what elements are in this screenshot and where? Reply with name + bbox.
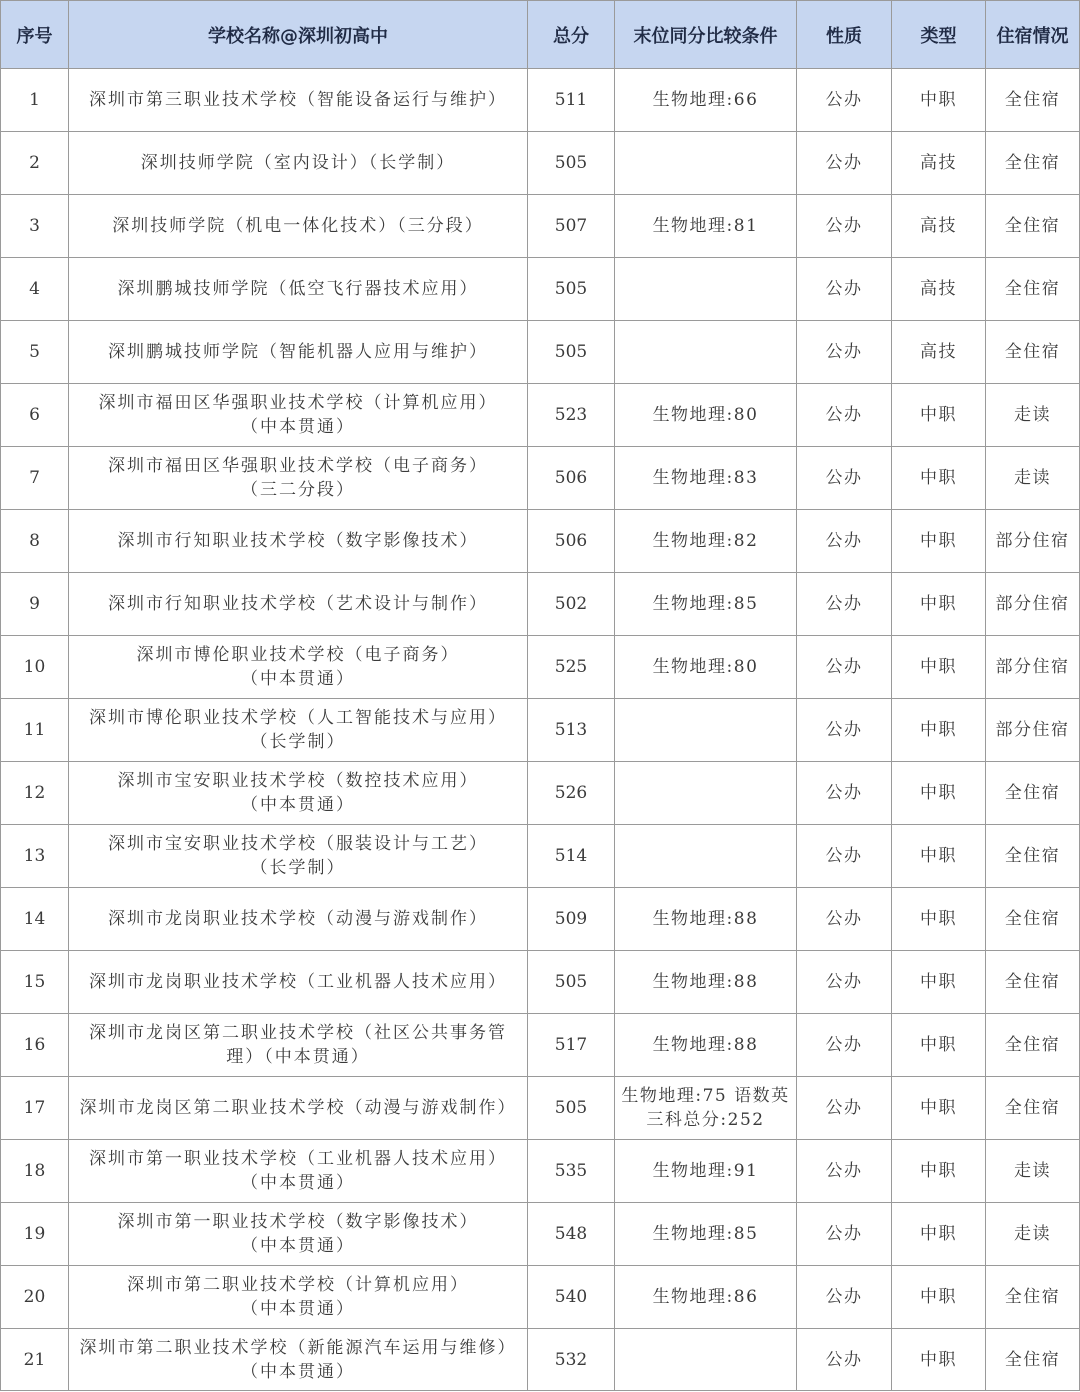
cell-tiebreak-condition: [615, 510, 797, 573]
school-name-line: 深圳市龙岗区第二职业技术学校（动漫与游戏制作）: [79, 1098, 517, 1118]
school-name-line: 深圳市博伦职业技术学校（电子商务）: [136, 645, 460, 665]
cell-nature: 公办: [797, 1329, 892, 1391]
cell-nature: 公办: [797, 258, 892, 321]
school-name-line: 深圳市福田区华强职业技术学校（计算机应用）: [98, 393, 498, 413]
cell-lodging: 全住宿: [986, 132, 1080, 195]
cell-type: 中职: [892, 699, 986, 762]
cell-lodging: 走读: [986, 1140, 1080, 1203]
cell-school-name: [69, 762, 528, 825]
cell-nature: 公办: [797, 195, 892, 258]
header-tiebreak-condition: 末位同分比较条件: [615, 1, 797, 69]
cell-lodging: 走读: [986, 384, 1080, 447]
cell-nature: 公办: [797, 447, 892, 510]
cell-school-name: [69, 1014, 528, 1077]
condition-line: 生物地理:80: [652, 657, 759, 677]
cell-school-name: [69, 951, 528, 1014]
cell-type: 中职: [892, 1014, 986, 1077]
cell-tiebreak-condition: [615, 888, 797, 951]
cell-total-score: 505: [528, 951, 615, 1014]
cell-lodging: 全住宿: [986, 195, 1080, 258]
cell-tiebreak-condition: [615, 1266, 797, 1329]
table-row: [1, 321, 1080, 384]
table-row: [1, 888, 1080, 951]
cell-total-score: 505: [528, 321, 615, 384]
condition-line: 生物地理:88: [652, 909, 759, 929]
cell-tiebreak-condition: [615, 1014, 797, 1077]
condition-line: 生物地理:83: [652, 468, 759, 488]
cell-type: 中职: [892, 1077, 986, 1140]
condition-line: 生物地理:80: [652, 405, 759, 425]
cell-index: 21: [1, 1329, 69, 1391]
cell-index: 11: [1, 699, 69, 762]
cell-nature: 公办: [797, 384, 892, 447]
cell-lodging: 部分住宿: [986, 510, 1080, 573]
cell-type: 中职: [892, 510, 986, 573]
condition-line: 生物地理:86: [652, 1287, 759, 1307]
table-row: [1, 1077, 1080, 1140]
condition-line: 生物地理:75 语数英: [621, 1086, 790, 1106]
cell-nature: 公办: [797, 1203, 892, 1266]
cell-lodging: 全住宿: [986, 1014, 1080, 1077]
cell-school-name: [69, 69, 528, 132]
cell-nature: 公办: [797, 132, 892, 195]
table-row: [1, 573, 1080, 636]
cell-school-name: [69, 510, 528, 573]
cell-lodging: 全住宿: [986, 951, 1080, 1014]
cell-total-score: 532: [528, 1329, 615, 1391]
table-row: [1, 510, 1080, 573]
header-total-score: 总分: [528, 1, 615, 69]
cell-total-score: 535: [528, 1140, 615, 1203]
cell-type: 高技: [892, 132, 986, 195]
cell-index: 1: [1, 69, 69, 132]
condition-line: 生物地理:81: [652, 216, 759, 236]
cell-index: 20: [1, 1266, 69, 1329]
cell-tiebreak-condition: [615, 699, 797, 762]
table-row: [1, 825, 1080, 888]
cell-index: 17: [1, 1077, 69, 1140]
cell-type: 中职: [892, 825, 986, 888]
cell-nature: 公办: [797, 321, 892, 384]
cell-total-score: 506: [528, 510, 615, 573]
cell-total-score: 509: [528, 888, 615, 951]
cell-nature: 公办: [797, 573, 892, 636]
cell-school-name: [69, 258, 528, 321]
cell-school-name: [69, 573, 528, 636]
cell-nature: 公办: [797, 888, 892, 951]
cell-index: 8: [1, 510, 69, 573]
school-name-line: 深圳市龙岗职业技术学校（动漫与游戏制作）: [108, 909, 488, 929]
table-row: [1, 132, 1080, 195]
table-row: [1, 195, 1080, 258]
cell-type: 中职: [892, 69, 986, 132]
cell-school-name: [69, 1077, 528, 1140]
cell-total-score: 513: [528, 699, 615, 762]
condition-line: 三科总分:252: [646, 1110, 765, 1130]
school-name-line: 深圳市行知职业技术学校（数字影像技术）: [117, 531, 479, 551]
school-name-line: （中本贯通）: [241, 417, 355, 437]
table-body: [1, 69, 1080, 1391]
table-row: [1, 447, 1080, 510]
cell-index: 19: [1, 1203, 69, 1266]
cell-tiebreak-condition: [615, 195, 797, 258]
cell-school-name: [69, 132, 528, 195]
cell-lodging: 全住宿: [986, 762, 1080, 825]
table-row: [1, 1266, 1080, 1329]
cell-index: 9: [1, 573, 69, 636]
cell-lodging: 走读: [986, 447, 1080, 510]
cell-nature: 公办: [797, 1266, 892, 1329]
school-name-line: （中本贯通）: [241, 1361, 355, 1382]
cell-index: 3: [1, 195, 69, 258]
school-name-line: 深圳市行知职业技术学校（艺术设计与制作）: [108, 594, 488, 614]
cell-school-name: [69, 321, 528, 384]
cell-index: 15: [1, 951, 69, 1014]
cell-school-name: [69, 1203, 528, 1266]
table-header-row: [1, 1, 1080, 69]
cell-index: 5: [1, 321, 69, 384]
cell-index: 14: [1, 888, 69, 951]
cell-total-score: 506: [528, 447, 615, 510]
table-row: [1, 699, 1080, 762]
school-name-line: 深圳鹏城技师学院（低空飞行器技术应用）: [117, 279, 479, 299]
cell-total-score: 507: [528, 195, 615, 258]
cell-type: 中职: [892, 1329, 986, 1391]
cell-tiebreak-condition: [615, 1329, 797, 1391]
cell-lodging: 全住宿: [986, 888, 1080, 951]
cell-type: 中职: [892, 447, 986, 510]
cell-type: 中职: [892, 1203, 986, 1266]
school-name-line: 深圳市第一职业技术学校（工业机器人技术应用）: [89, 1149, 507, 1169]
cell-tiebreak-condition: [615, 321, 797, 384]
cell-total-score: 505: [528, 132, 615, 195]
school-name-line: （中本贯通）: [241, 1236, 355, 1256]
cell-school-name: [69, 699, 528, 762]
school-name-line: 深圳市龙岗职业技术学校（工业机器人技术应用）: [89, 972, 507, 992]
table-row: [1, 636, 1080, 699]
table-row: [1, 1140, 1080, 1203]
condition-line: 生物地理:66: [652, 90, 759, 110]
school-name-line: 深圳技师学院（机电一体化技术）（三分段）: [112, 216, 484, 236]
cell-lodging: 全住宿: [986, 825, 1080, 888]
cell-total-score: 526: [528, 762, 615, 825]
cell-school-name: [69, 636, 528, 699]
cell-school-name: [69, 888, 528, 951]
cell-type: 高技: [892, 258, 986, 321]
school-name-line: 深圳市福田区华强职业技术学校（电子商务）: [108, 456, 488, 476]
cell-lodging: 全住宿: [986, 1329, 1080, 1391]
condition-line: 生物地理:85: [652, 1224, 759, 1244]
cell-nature: 公办: [797, 510, 892, 573]
cell-type: 中职: [892, 762, 986, 825]
cell-type: 中职: [892, 384, 986, 447]
header-index: 序号: [1, 1, 69, 69]
school-name-line: 深圳市宝安职业技术学校（数控技术应用）: [117, 771, 479, 791]
cell-lodging: 部分住宿: [986, 636, 1080, 699]
cell-tiebreak-condition: [615, 762, 797, 825]
cell-type: 中职: [892, 888, 986, 951]
school-name-line: 深圳市第一职业技术学校（数字影像技术）: [117, 1212, 479, 1232]
cell-school-name: [69, 1329, 528, 1391]
cell-tiebreak-condition: [615, 951, 797, 1014]
table-row: [1, 258, 1080, 321]
table-row: [1, 1203, 1080, 1266]
cell-school-name: [69, 1266, 528, 1329]
cell-tiebreak-condition: [615, 447, 797, 510]
school-name-line: 深圳市龙岗区第二职业技术学校（社区公共事务管: [89, 1023, 507, 1043]
header-school-name: 学校名称@深圳初高中: [69, 1, 528, 69]
cell-tiebreak-condition: [615, 636, 797, 699]
cell-total-score: 548: [528, 1203, 615, 1266]
cell-index: 18: [1, 1140, 69, 1203]
school-name-line: （中本贯通）: [241, 1173, 355, 1193]
cell-index: 6: [1, 384, 69, 447]
cell-tiebreak-condition: [615, 69, 797, 132]
cell-lodging: 部分住宿: [986, 573, 1080, 636]
cell-index: 13: [1, 825, 69, 888]
cell-nature: 公办: [797, 69, 892, 132]
cell-tiebreak-condition: [615, 1140, 797, 1203]
cell-lodging: 全住宿: [986, 1266, 1080, 1329]
cell-lodging: 全住宿: [986, 321, 1080, 384]
condition-line: 生物地理:82: [652, 531, 759, 551]
cell-total-score: 523: [528, 384, 615, 447]
cell-total-score: 514: [528, 825, 615, 888]
school-name-line: 深圳市第三职业技术学校（智能设备运行与维护）: [89, 90, 507, 110]
cell-nature: 公办: [797, 951, 892, 1014]
cell-nature: 公办: [797, 636, 892, 699]
cell-total-score: 502: [528, 573, 615, 636]
table-row: [1, 384, 1080, 447]
school-name-line: （长学制）: [250, 858, 346, 878]
cell-nature: 公办: [797, 1077, 892, 1140]
cell-index: 2: [1, 132, 69, 195]
cell-school-name: [69, 195, 528, 258]
school-name-line: 理）（中本贯通）: [226, 1047, 370, 1067]
cell-type: 中职: [892, 573, 986, 636]
cell-type: 中职: [892, 951, 986, 1014]
school-name-line: （长学制）: [250, 732, 346, 752]
school-name-line: （中本贯通）: [241, 669, 355, 689]
school-name-line: 深圳技师学院（室内设计）（长学制）: [140, 153, 456, 173]
cell-type: 中职: [892, 636, 986, 699]
cell-index: 12: [1, 762, 69, 825]
cell-tiebreak-condition: [615, 1203, 797, 1266]
school-name-line: （中本贯通）: [241, 795, 355, 815]
cell-tiebreak-condition: [615, 573, 797, 636]
cell-tiebreak-condition: [615, 384, 797, 447]
cell-index: 16: [1, 1014, 69, 1077]
cell-tiebreak-condition: [615, 258, 797, 321]
condition-line: 生物地理:88: [652, 972, 759, 992]
cell-tiebreak-condition: [615, 1077, 797, 1140]
cell-type: 中职: [892, 1266, 986, 1329]
condition-line: 生物地理:85: [652, 594, 759, 614]
cell-nature: 公办: [797, 1014, 892, 1077]
cell-nature: 公办: [797, 699, 892, 762]
cell-school-name: [69, 384, 528, 447]
header-lodging: 住宿情况: [986, 1, 1080, 69]
cell-tiebreak-condition: [615, 132, 797, 195]
school-name-line: 深圳市博伦职业技术学校（人工智能技术与应用）: [89, 708, 507, 728]
cell-total-score: 505: [528, 258, 615, 321]
table-row: [1, 951, 1080, 1014]
cell-tiebreak-condition: [615, 825, 797, 888]
cell-type: 高技: [892, 195, 986, 258]
school-name-line: （三二分段）: [241, 480, 355, 500]
school-name-line: 深圳鹏城技师学院（智能机器人应用与维护）: [108, 342, 488, 362]
school-name-line: 深圳市宝安职业技术学校（服装设计与工艺）: [108, 834, 488, 854]
cell-lodging: 全住宿: [986, 258, 1080, 321]
table-row: [1, 69, 1080, 132]
cell-total-score: 525: [528, 636, 615, 699]
table-row: [1, 762, 1080, 825]
school-name-line: （中本贯通）: [241, 1299, 355, 1319]
header-nature: 性质: [797, 1, 892, 69]
cell-school-name: [69, 447, 528, 510]
cell-nature: 公办: [797, 825, 892, 888]
cell-nature: 公办: [797, 1140, 892, 1203]
cell-index: 7: [1, 447, 69, 510]
cell-index: 4: [1, 258, 69, 321]
cell-lodging: 走读: [986, 1203, 1080, 1266]
cell-school-name: [69, 1140, 528, 1203]
table-row: [1, 1014, 1080, 1077]
cell-total-score: 511: [528, 69, 615, 132]
cell-school-name: [69, 825, 528, 888]
school-name-line: 深圳市第二职业技术学校（新能源汽车运用与维修）: [79, 1337, 517, 1358]
cell-total-score: 540: [528, 1266, 615, 1329]
school-name-line: 深圳市第二职业技术学校（计算机应用）: [127, 1275, 469, 1295]
cell-total-score: 517: [528, 1014, 615, 1077]
table-row: [1, 1329, 1080, 1391]
cell-index: 10: [1, 636, 69, 699]
header-type: 类型: [892, 1, 986, 69]
cell-nature: 公办: [797, 762, 892, 825]
condition-line: 生物地理:91: [652, 1161, 759, 1181]
cell-lodging: 全住宿: [986, 1077, 1080, 1140]
cell-lodging: 全住宿: [986, 69, 1080, 132]
condition-line: 生物地理:88: [652, 1035, 759, 1055]
cell-type: 中职: [892, 1140, 986, 1203]
cell-total-score: 505: [528, 1077, 615, 1140]
cell-type: 高技: [892, 321, 986, 384]
cell-lodging: 部分住宿: [986, 699, 1080, 762]
